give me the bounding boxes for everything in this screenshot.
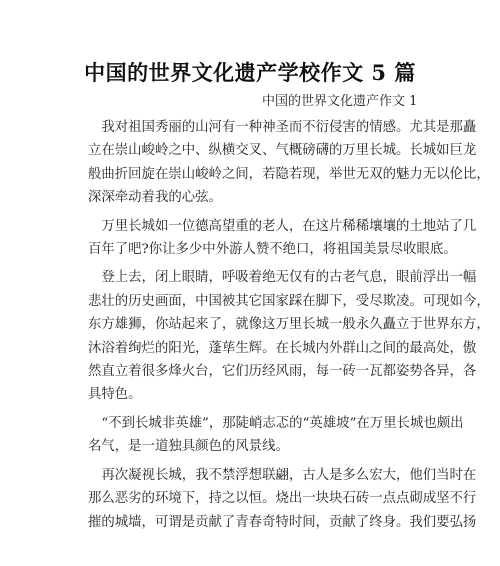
paragraph: [88, 215, 477, 262]
text-line: 沐浴着绚烂的阳光，蓬荜生辉。在长城内外群山之间的最高处，傲: [88, 340, 477, 356]
document-title: 中国的世界文化遗产学校作文 5 篇: [84, 60, 416, 85]
text-line: 立在崇山峻岭之中、纵横交叉、气概磅礴的万里长城。长城如巨龙: [88, 143, 477, 159]
text-line: 摧的城墙，可谓是贡献了青春奇特时间，贡献了终身。我们要弘扬: [88, 514, 477, 530]
paragraph: [88, 116, 490, 210]
text-line: 我对祖国秀丽的山河有一种神圣而不衍侵害的情感。尤其是那矗: [88, 120, 477, 135]
text-line: 然直立着很多烽火台，它们历经风雨，每一砖一瓦都姿势各异，各: [88, 364, 477, 380]
text-line: 东方雄狮，你站起来了，就像这万里长城一般永久矗立于世界东方，: [88, 317, 490, 333]
text-line: 万里长城如一位德高望重的老人，在这片稀稀壤壤的土地站了几: [88, 218, 477, 234]
paragraph: [88, 412, 464, 459]
text-line: 名气，是一道独具颜色的风景线。: [88, 439, 289, 455]
text-line: “不到长城非英雄”，那陡峭志忑的“英雄坡”在万里长城也颇出: [88, 415, 464, 431]
text-line: 那么恶劣的环境下，持之以恒。烧出一块块石砖一点点砌成坚不行: [88, 491, 477, 507]
text-line: 深深牵动着我的心弦。: [88, 190, 222, 206]
text-line: 般曲折回旋在崇山峻岭之间，若隐若现，举世无双的魅力无以伦比，: [88, 166, 490, 182]
text-line: 再次凝视长城，我不禁浮想联翩，古人是多么宏大，他们当时在: [88, 467, 477, 483]
document-body: [88, 116, 490, 539]
document-subtitle: 中国的世界文化遗产作文 1: [262, 94, 418, 109]
text-line: 登上去，闭上眼睛，呼吸着绝无仅有的古老气息，眼前浮出一幅: [88, 270, 477, 286]
paragraph: [88, 266, 490, 406]
paragraph: [88, 464, 477, 534]
text-line: 悲壮的历史画面，中国被其它国家踩在脚下，受尽欺凌。可现如今，: [88, 293, 490, 309]
text-line: 具特色。: [88, 387, 142, 403]
text-line: 百年了吧?你让多少中外游人赞不绝口，将祖国美景尽收眼底。: [88, 242, 457, 258]
